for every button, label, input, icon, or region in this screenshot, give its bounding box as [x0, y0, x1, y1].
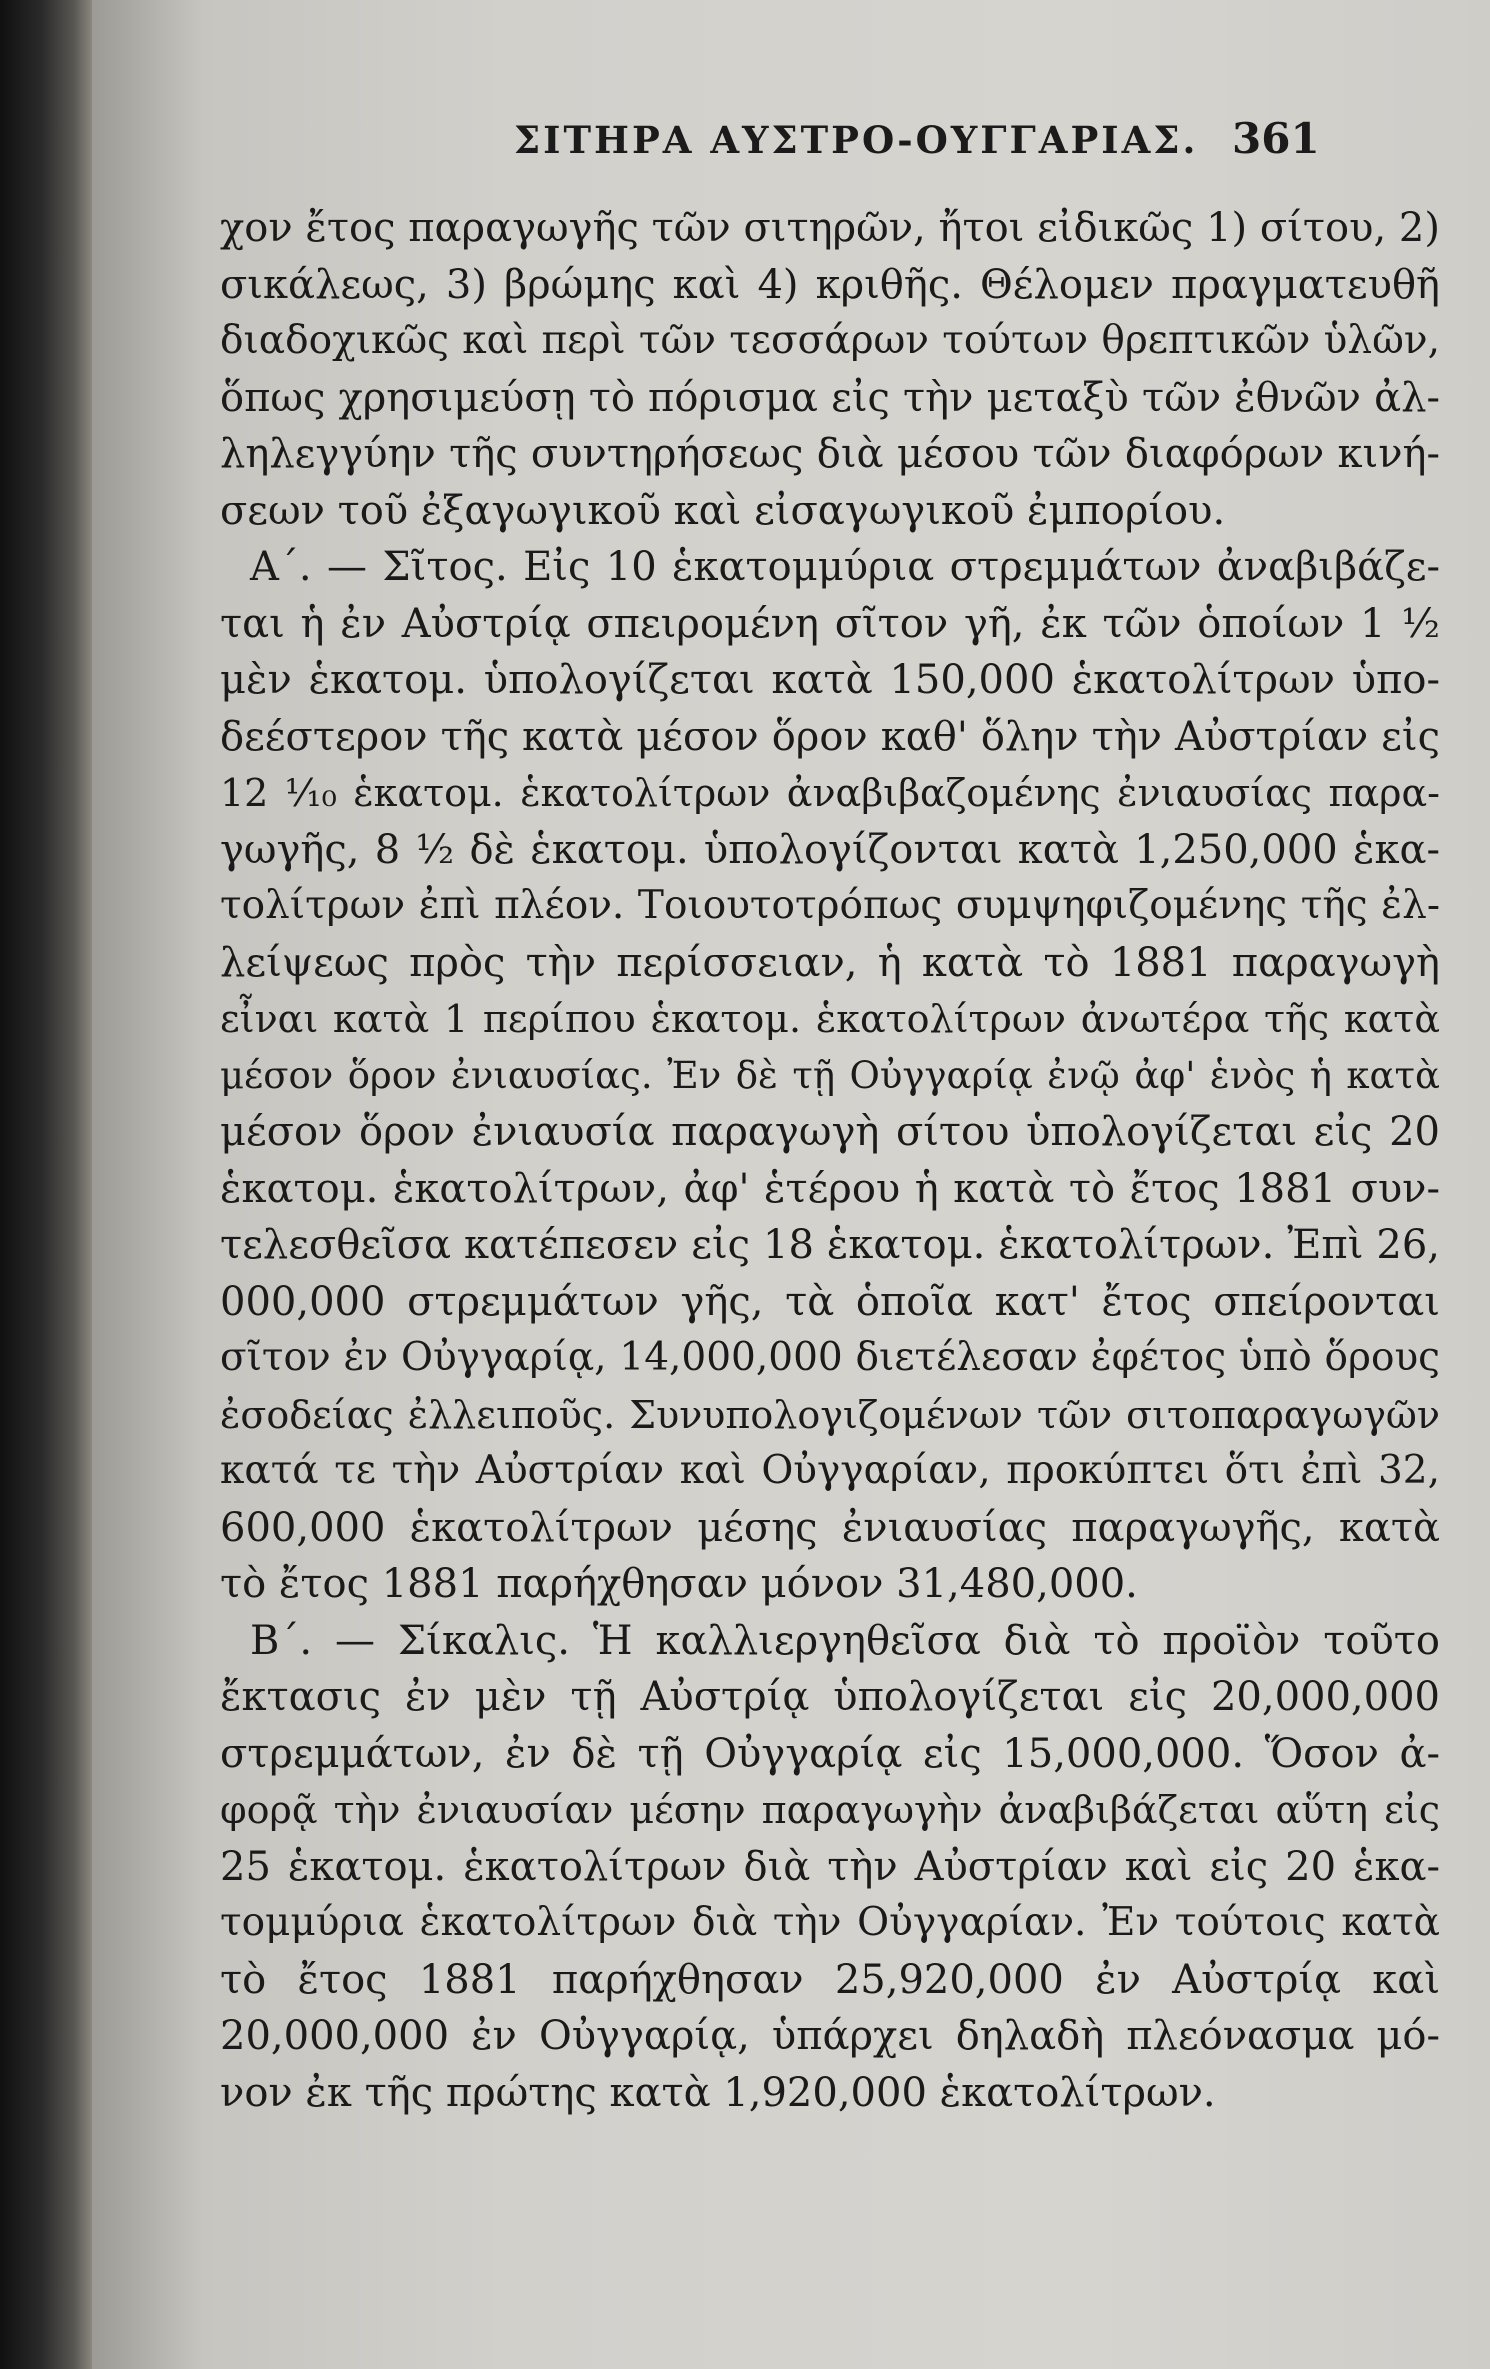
text-line: κατά τε τὴν Αὐστρίαν καὶ Οὐγγαρίαν, προκύπτει ὅτι ἐπὶ 32, [220, 1448, 1440, 1493]
text-line: τελεσθεῖσα κατέπεσεν εἰς 18 ἑκατομ. ἑκατολίτρων. Ἐπὶ 26, [220, 1222, 1440, 1268]
text-line: 12 ¹⁄₁₀ ἑκατομ. ἑκατολίτρων ἀναβιβαζομένης ἐνιαυσίας παρα- [220, 771, 1440, 815]
text-line: μέσον ὅρον ἐνιαυσίας. Ἐν δὲ τῇ Οὐγγαρίᾳ ἐνῷ ἀφ' ἑνὸς ἡ κατὰ [220, 1053, 1440, 1097]
text-line: τολίτρων ἐπὶ πλέον. Τοιουτοτρόπως συμψηφιζομένης τῆς ἐλ- [220, 883, 1440, 928]
text-line: ἑκατομ. ἑκατολίτρων, ἀφ' ἑτέρου ἡ κατὰ τὸ ἔτος 1881 συν- [220, 1165, 1440, 1212]
text-line: νον ἐκ τῆς πρώτης κατὰ 1,920,000 ἑκατολίτρων. [220, 2069, 1216, 2116]
running-head: ΣΙΤΗΡΑ ΑΥΣΤΡΟ-ΟΥΓΓΑΡΙΑΣ. [514, 118, 1199, 162]
body-text [220, 200, 1440, 2121]
text-line: τὸ ἔτος 1881 παρήχθησαν μόνον 31,480,000. [220, 1561, 1138, 1607]
book-binding-edge [0, 0, 92, 2369]
text-line: σῖτον ἐν Οὐγγαρίᾳ, 14,000,000 διετέλεσαν ἐφέτος ὑπὸ ὅρους [220, 1335, 1440, 1380]
text-line: 25 ἑκατομ. ἑκατολίτρων διὰ τὴν Αὐστρίαν καὶ εἰς 20 ἑκα- [220, 1843, 1440, 1890]
text-line: τομμύρια ἑκατολίτρων διὰ τὴν Οὐγγαρίαν. Ἐν τούτοις κατὰ [220, 1900, 1440, 1945]
text-line: 000,000 στρεμμάτων γῆς, τὰ ὁποῖα κατ' ἔτος σπείρονται [220, 1278, 1440, 1325]
page-header [92, 114, 1490, 178]
text-line: Α΄. — Σῖτος. Εἰς 10 ἑκατομμύρια στρεμμάτων ἀναβιβάζε- [250, 544, 1440, 590]
text-line: φορᾷ τὴν ἐνιαυσίαν μέσην παραγωγὴν ἀναβιβάζεται αὕτη εἰς [220, 1788, 1440, 1832]
text-line: δεέστερον τῆς κατὰ μέσον ὅρον καθ' ὅλην τὴν Αὐστρίαν εἰς [220, 713, 1440, 760]
text-line: ται ἡ ἐν Αὐστρίᾳ σπειρομένη σῖτον γῆ, ἐκ τῶν ὁποίων 1 ¹⁄₂ [220, 600, 1440, 647]
text-line: γωγῆς, 8 ¹⁄₂ δὲ ἑκατομ. ὑπολογίζονται κατὰ 1,250,000 ἑκα- [220, 826, 1440, 873]
text-line: ἐσοδείας ἐλλειποῦς. Συνυπολογιζομένων τῶν σιτοπαραγωγῶν [220, 1392, 1440, 1437]
text-line: Β΄. — Σίκαλις. Ἡ καλλιεργηθεῖσα διὰ τὸ προϊὸν τοῦτο [250, 1617, 1440, 1664]
text-line: χον ἔτος παραγωγῆς τῶν σιτηρῶν, ἤτοι εἰδικῶς 1) σίτου, 2) [220, 205, 1440, 251]
text-line: λείψεως πρὸς τὴν περίσσειαν, ἡ κατὰ τὸ 1881 παραγωγὴ [220, 939, 1440, 986]
text-line: σεων τοῦ ἐξαγωγικοῦ καὶ εἰσαγωγικοῦ ἐμπορίου. [220, 487, 1226, 534]
page-number: 361 [1232, 114, 1320, 163]
text-line: τὸ ἔτος 1881 παρήχθησαν 25,920,000 ἐν Αὐστρίᾳ καὶ [220, 1956, 1440, 2003]
text-line: 20,000,000 ἐν Οὐγγαρίᾳ, ὑπάρχει δηλαδὴ πλεόνασμα μό- [220, 2013, 1440, 2059]
text-line: ὅπως χρησιμεύσῃ τὸ πόρισμα εἰς τὴν μεταξὺ τῶν ἐθνῶν ἀλ- [220, 374, 1440, 421]
text-line: διαδοχικῶς καὶ περὶ τῶν τεσσάρων τούτων θρεπτικῶν ὑλῶν, [220, 318, 1440, 363]
text-line: στρεμμάτων, ἐν δὲ τῇ Οὐγγαρίᾳ εἰς 15,000,000. Ὅσον ἀ- [220, 1730, 1440, 1777]
text-line: εἶναι κατὰ 1 περίπου ἑκατομ. ἑκατολίτρων ἀνωτέρα τῆς κατὰ [220, 997, 1440, 1041]
text-line: μὲν ἑκατομ. ὑπολογίζεται κατὰ 150,000 ἑκατολίτρων ὑπο- [220, 657, 1440, 703]
text-line: σικάλεως, 3) βρώμης καὶ 4) κριθῆς. Θέλομεν πραγματευθῆ [220, 261, 1440, 308]
text-line: ληλεγγύην τῆς συντηρήσεως διὰ μέσου τῶν διαφόρων κινή- [220, 431, 1440, 477]
book-page [92, 0, 1490, 2369]
text-line: μέσον ὅρον ἐνιαυσία παραγωγὴ σίτου ὑπολογίζεται εἰς 20 [220, 1109, 1440, 1155]
text-line: ἔκτασις ἐν μὲν τῇ Αὐστρίᾳ ὑπολογίζεται εἰς 20,000,000 [220, 1674, 1440, 1720]
text-line: 600,000 ἑκατολίτρων μέσης ἐνιαυσίας παραγωγῆς, κατὰ [220, 1504, 1440, 1551]
